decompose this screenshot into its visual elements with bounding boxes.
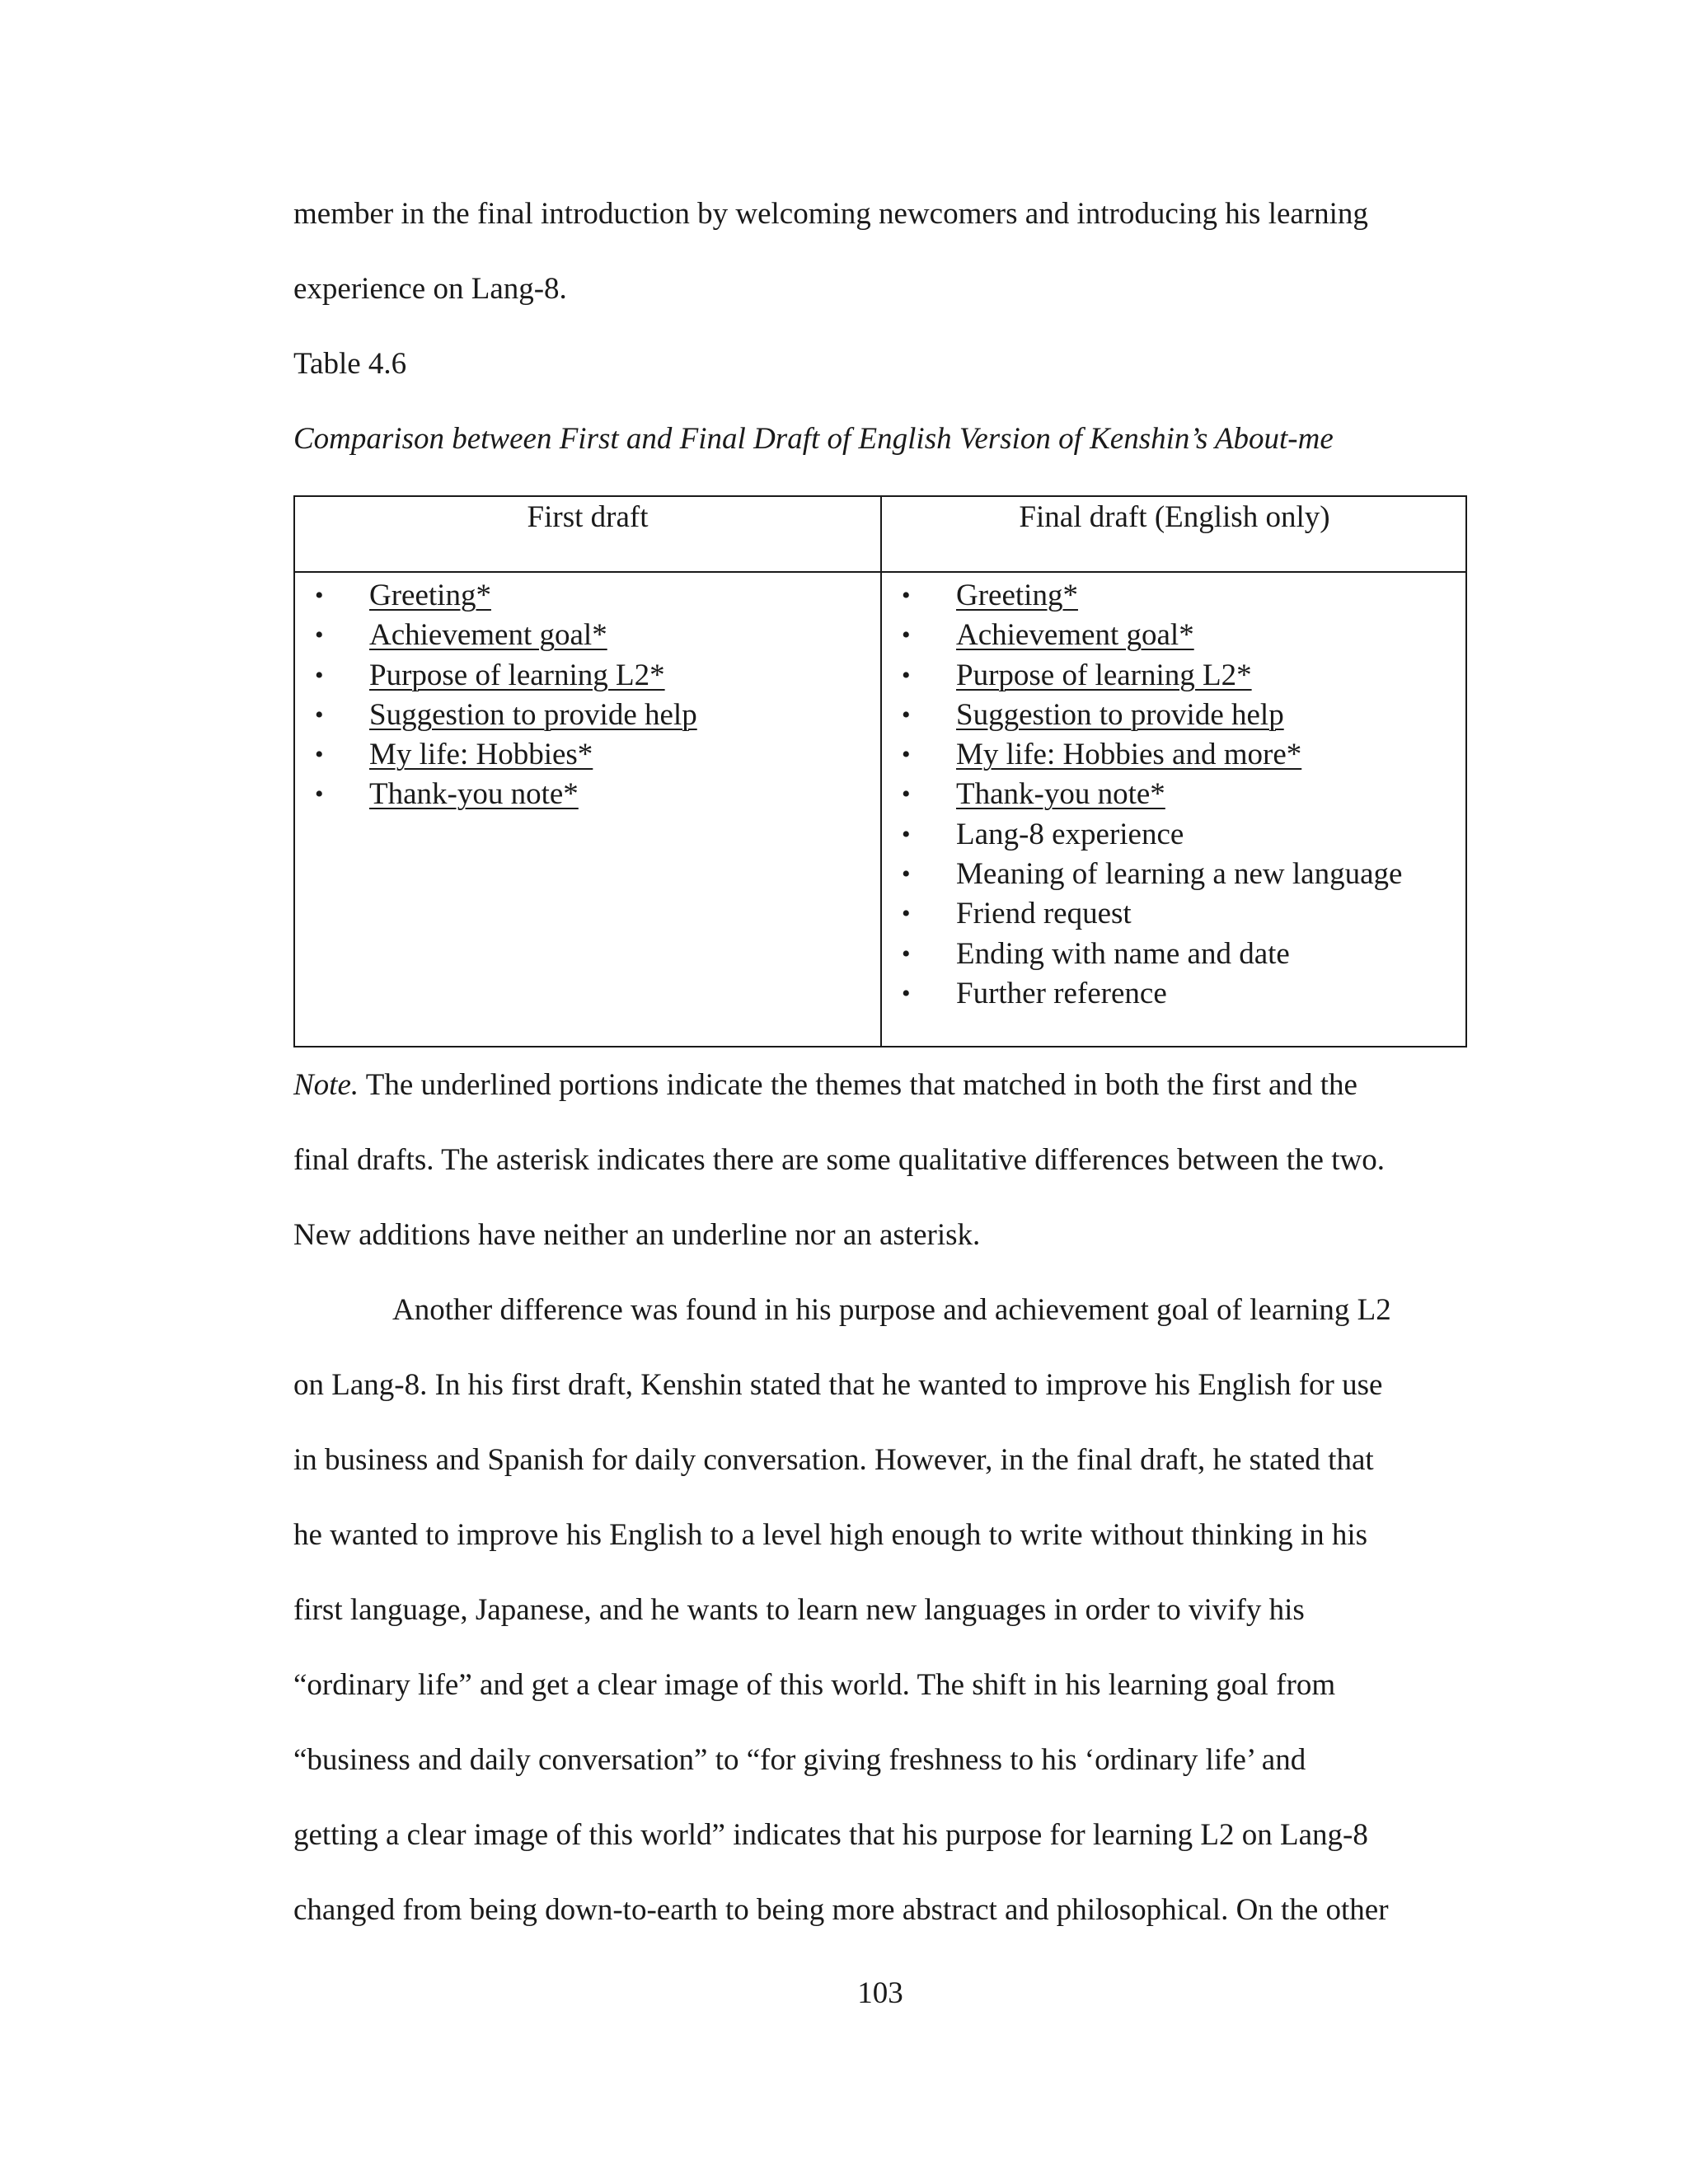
table-item-text: Greeting* (369, 579, 491, 612)
body-line: first language, Japanese, and he wants to learn new languages in order to vivify his (293, 1593, 1305, 1627)
table-list-item (897, 696, 1402, 735)
table-list-item (310, 775, 697, 814)
table-item-text: Ending with name and date (956, 936, 1290, 971)
bullet-icon: • (315, 621, 324, 649)
bullet-icon: • (902, 979, 911, 1007)
table-header-divider (295, 571, 1465, 573)
bullet-icon: • (902, 940, 911, 968)
note-line: final drafts. The asterisk indicates there are some qualitative differences between the two. (293, 1143, 1385, 1177)
bullet-icon: • (902, 860, 911, 888)
bullet-icon: • (315, 582, 324, 609)
body-line: “ordinary life” and get a clear image of this world. The shift in his learning goal from (293, 1668, 1336, 1702)
intro-line: experience on Lang-8. (293, 272, 567, 306)
bullet-icon: • (902, 621, 911, 649)
first-draft-list (310, 576, 697, 815)
table-header-final-draft: Final draft (English only) (1019, 500, 1330, 534)
table-item-text: Suggestion to provide help (956, 697, 1284, 732)
bullet-icon: • (902, 582, 911, 609)
body-line: on Lang-8. In his first draft, Kenshin stated that he wanted to improve his English for use (293, 1368, 1383, 1402)
bullet-icon: • (315, 701, 324, 729)
table-list-item (310, 656, 697, 696)
bullet-icon: • (315, 661, 324, 689)
body-paragraph (293, 1272, 1480, 1947)
body-line: getting a clear image of this world” indicates that his purpose for learning L2 on Lang-8 (293, 1818, 1368, 1852)
note-line: New additions have neither an underline nor an asterisk. (293, 1218, 981, 1252)
table-item-text: Purpose of learning L2* (369, 658, 665, 692)
table-list-item (310, 696, 697, 735)
bullet-icon: • (902, 741, 911, 769)
table-item-text: My life: Hobbies* (369, 738, 593, 772)
body-line: he wanted to improve his English to a level high enough to write without thinking in his (293, 1518, 1368, 1552)
table-list-item (897, 935, 1402, 974)
bullet-icon: • (902, 701, 911, 729)
final-draft-list (897, 576, 1402, 1014)
table-list-item (310, 735, 697, 775)
table-item-text: Greeting* (956, 579, 1078, 612)
table-label: Table 4.6 (293, 347, 407, 381)
table-list-item (897, 775, 1402, 814)
table-list-item (310, 616, 697, 655)
table-list-item (897, 576, 1402, 616)
table-list-item (897, 656, 1402, 696)
note-line (293, 1047, 1480, 1122)
table-title: Comparison between First and Final Draft of English Version of Kenshin’s About-me (293, 422, 1334, 456)
table-item-text: Achievement goal* (956, 618, 1194, 653)
body-line: “business and daily conversation” to “for giving freshness to his ‘ordinary life’ and (293, 1743, 1306, 1777)
table-item-text: Friend request (956, 897, 1132, 931)
bullet-icon: • (315, 780, 324, 808)
table-list-item (897, 974, 1402, 1014)
table-item-text: My life: Hobbies and more* (956, 738, 1302, 772)
table-list-item (897, 815, 1402, 855)
table-item-text: Lang-8 experience (956, 817, 1184, 851)
table-list-item (897, 894, 1402, 934)
bullet-icon: • (902, 900, 911, 928)
table-item-text: Achievement goal* (369, 618, 607, 653)
table-item-text: Thank-you note* (369, 777, 579, 812)
table-note (293, 1047, 1480, 1272)
table-list-item (897, 735, 1402, 775)
table-header-first-draft: First draft (527, 500, 649, 534)
bullet-icon: • (902, 820, 911, 848)
table-item-text: Meaning of learning a new language (956, 857, 1403, 892)
table-list-item (897, 855, 1402, 894)
note-label: Note. (293, 1068, 359, 1102)
table-item-text: Thank-you note* (956, 777, 1165, 812)
bullet-icon: • (315, 741, 324, 769)
page-number: 103 (857, 1976, 903, 2010)
bullet-icon: • (902, 780, 911, 808)
comparison-table (293, 495, 1467, 1047)
table-list-item (310, 576, 697, 616)
table-item-text: Further reference (956, 976, 1167, 1010)
body-line: changed from being down-to-earth to being more abstract and philosophical. On the other (293, 1893, 1389, 1927)
table-item-text: Purpose of learning L2* (956, 658, 1252, 692)
note-text: The underlined portions indicate the themes that matched in both the first and the (359, 1068, 1357, 1102)
table-item-text: Suggestion to provide help (369, 697, 697, 732)
intro-paragraph (293, 176, 1480, 476)
table-column-divider (880, 497, 882, 1046)
body-line: Another difference was found in his purpose and achievement goal of learning L2 (392, 1293, 1391, 1327)
table-list-item (897, 616, 1402, 655)
body-line: in business and Spanish for daily conversation. However, in the final draft, he stated that (293, 1443, 1374, 1477)
intro-line: member in the final introduction by welcoming newcomers and introducing his learning (293, 197, 1368, 231)
bullet-icon: • (902, 661, 911, 689)
